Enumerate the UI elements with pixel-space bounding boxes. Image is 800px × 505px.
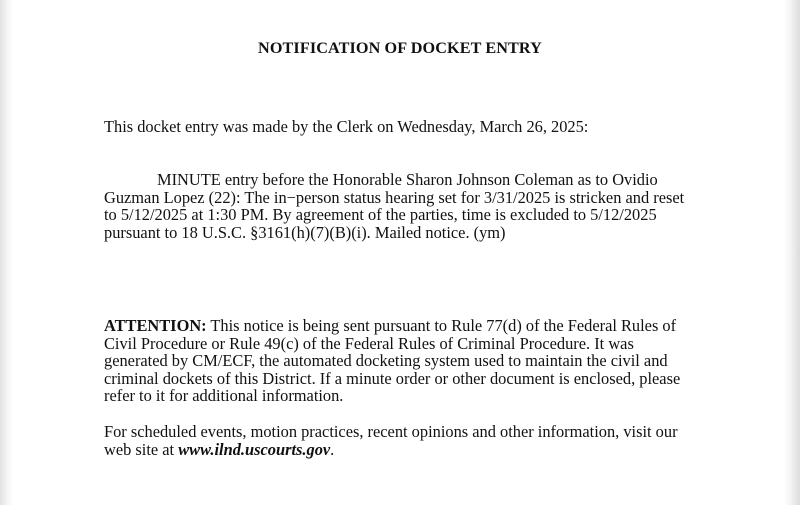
- attention-first-line-text: This notice is being sent pursuant to Rule 77(d) of the Federal Rules of: [206, 316, 677, 335]
- page-edge-shadow-left: [0, 0, 14, 505]
- minute-entry-line: pursuant to 18 U.S.C. §3161(h)(7)(B)(i). Mailed notice. (ym): [104, 222, 506, 242]
- attention-notice: [104, 317, 744, 405]
- minute-entry-line: Guzman Lopez (22): The in−person status hearing set for 3/31/2025 is stricken and reset: [104, 187, 685, 207]
- attention-line: Civil Procedure or Rule 49(c) of the Federal Rules of Criminal Procedure. It was: [104, 333, 634, 353]
- website-link[interactable]: www.ilnd.uscourts.gov: [178, 439, 331, 459]
- minute-entry-line: MINUTE entry before the Honorable Sharon Johnson Coleman as to Ovidio: [157, 170, 658, 189]
- intro-text: This docket entry was made by the Clerk on Wednesday, March 26, 2025:: [104, 117, 589, 136]
- website-prefix: web site at: [104, 439, 179, 459]
- attention-first-line: [104, 317, 744, 335]
- footer-line-website: [104, 441, 744, 459]
- minute-entry: [104, 171, 744, 241]
- page-edge-shadow-right: [784, 0, 800, 505]
- attention-line: generated by CM/ECF, the automated docketing system used to maintain the civil and: [104, 351, 668, 370]
- attention-line: refer to it for additional information.: [104, 386, 344, 405]
- document-title: NOTIFICATION OF DOCKET ENTRY: [258, 39, 542, 57]
- attention-label: ATTENTION:: [104, 316, 207, 335]
- website-suffix: .: [330, 439, 335, 459]
- footer-line: For scheduled events, motion practices, recent opinions and other information, visit our: [104, 422, 678, 441]
- footer-info: [104, 423, 744, 458]
- attention-line: criminal dockets of this District. If a minute order or other document is enclosed, please: [104, 368, 681, 388]
- minute-entry-line: to 5/12/2025 at 1:30 PM. By agreement of the parties, time is excluded to 5/12/2025: [104, 205, 657, 224]
